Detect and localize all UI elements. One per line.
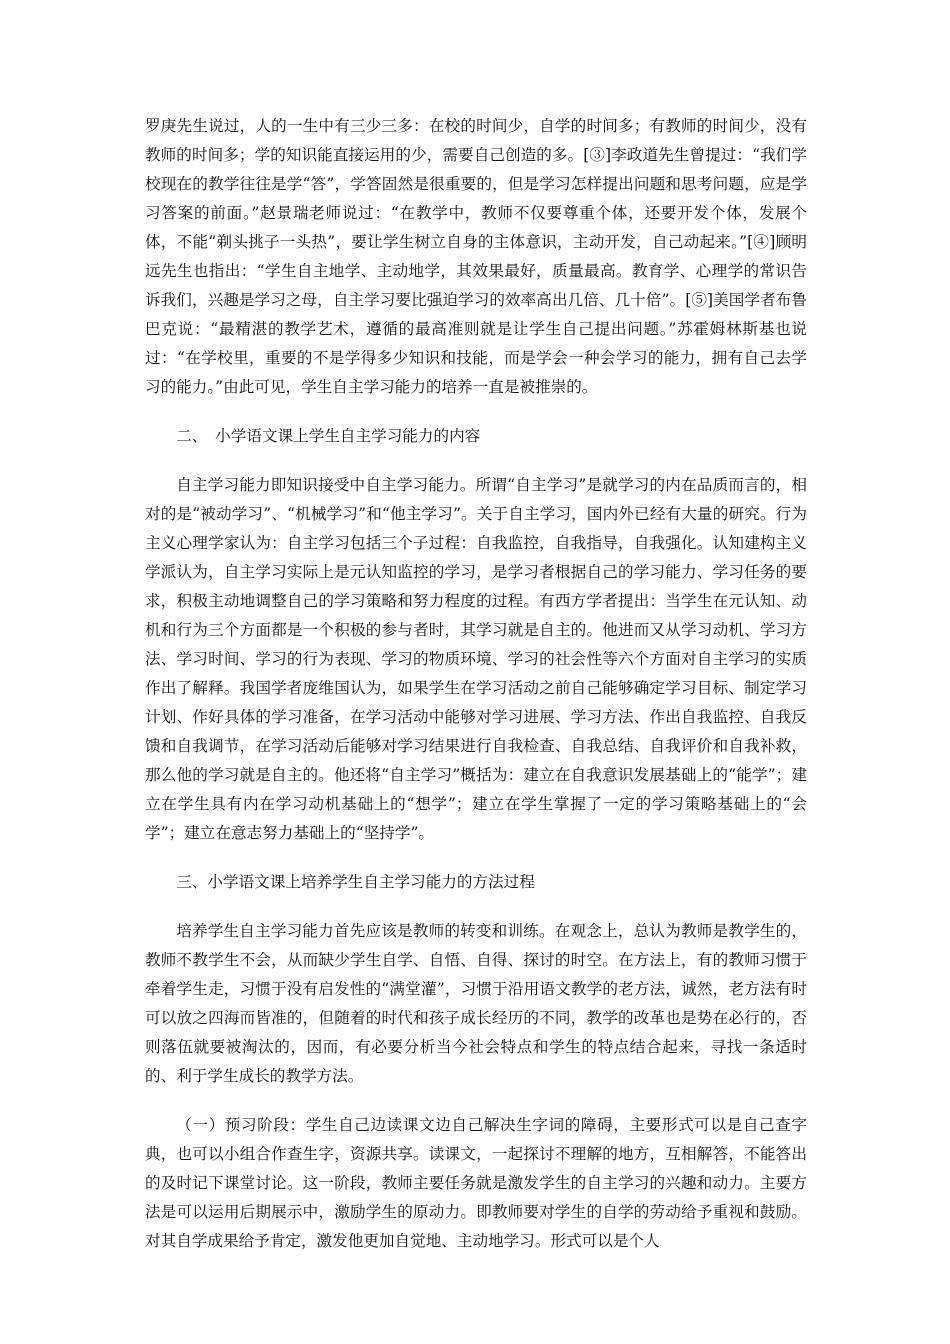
paragraph-gap (145, 897, 807, 917)
paragraph-gap (145, 451, 807, 471)
section-heading-3: 三、小学语文课上培养学生自主学习能力的方法过程 (176, 873, 535, 891)
paragraph-preview-stage: （一）预习阶段：学生自己边读课文边自己解决生字词的障碍，主要形式可以是自己查字典，也可以小组合作查生字，资源共享。读课文，一起探讨不理解的地方，互相解答，不能答出的及时记下课堂讨论。这一阶段，教师主要任务就是激发学生的自主学习的兴趣和动力。主要方法是可以运用后期展示中，激励学生的原动力。即教师要对学生的自学的劳动给予重视和鼓励。对其自学成果给予肯定，激发他更加自觉地、主动地学习。形式可以是个人 (145, 1116, 807, 1250)
document-page (145, 112, 807, 1256)
section-heading-2: 二、 小学语文课上学生自主学习能力的内容 (176, 427, 481, 445)
paragraph-autonomy-content: 自主学习能力即知识接受中自主学习能力。所谓“自主学习”是就学习的内在品质而言的，相对的是“被动学习”、“机械学习”和“他主学习”。关于自主学习，国内外已经有大量的研究。行为主义心理学家认为：自主学习包括三个子过程：自我监控，自我指导，自我强化。认知建构主义学派认为，自主学习实际上是元认知监控的学习，是学习者根据自己的学习能力、学习任务的要求，积极主动地调整自己的学习策略和努力程度的过程。有西方学者提出：当学生在元认知、动机和行为三个方面都是一个积极的参与者时，其学习就是自主的。他进而又从学习动机、学习方法、学习时间、学习的行为表现、学习的物质环境、学习的社会性等六个方面对自主学习的实质作出了解释。我国学者庞维国认为，如果学生在学习活动之前自己能够确定学习目标、制定学习计划、作好具体的学习准备，在学习活动中能够对学习进展、学习方法、作出自我监控、自我反馈和自我调节，在学习活动后能够对学习结果进行自我检查、自我总结、自我评价和自我补救，那么他的学习就是自主的。他还将“自主学习”概括为：建立在自我意识发展基础上的“能学”；建立在学生具有内在学习动机基础上的“想学”；建立在学生掌握了一定的学习策略基础上的“会学”；建立在意志努力基础上的“坚持学”。 (145, 476, 807, 842)
paragraph-quotes: 罗庚先生说过，人的一生中有三少三多：在校的时间少，自学的时间多；有教师的时间少，没有教师的时间多；学的知识能直接运用的少，需要自己创造的多。[③]李政道先生曾提过：“我们学校现在的教学往往是学“答”，学答固然是很重要的，但是学习怎样提出问题和思考问题，应是学习答案的前面。”赵景瑞老师说过：“在教学中，教师不仅要尊重个体，还要开发个体，发展个体，不能“剃头挑子一头热”，要让学生树立自身的主体意识，主动开发，自己动起来。”[④]顾明远先生也指出：“学生自主地学、主动地学，其效果最好，质量最高。教育学、心理学的常识告诉我们，兴趣是学习之母，自主学习要比强迫学习的效率高出几倍、几十倍”。[⑤]美国学者布鲁巴克说：“最精湛的教学艺术，遵循的最高准则就是让学生自己提出问题。”苏霍姆林斯基也说过：“在学校里，重要的不是学得多少知识和技能，而是学会一种会学习的能力，拥有自己去学习的能力。”由此可见，学生自主学习能力的培养一直是被推崇的。 (145, 117, 807, 396)
paragraph-gap (145, 402, 807, 422)
paragraph-gap (145, 848, 807, 868)
paragraph-gap (145, 1091, 807, 1111)
paragraph-teacher-training: 培养学生自主学习能力首先应该是教师的转变和训练。在观念上，总认为教师是教学生的，教师不教学生不会，从而缺少学生自学、自悟、自得、探讨的时空。在方法上，有的教师习惯于牵着学生走，习惯于没有启发性的“满堂灌”，习惯于沿用语文教学的老方法，诚然，老方法有时可以放之四海而皆准的，但随着的时代和孩子成长经历的不同，教学的改革也是势在必行的，否则落伍就要被淘汰的，因而，有必要分析当今社会特点和学生的特点结合起来，寻找一条适时的、利于学生成长的教学方法。 (145, 922, 807, 1085)
